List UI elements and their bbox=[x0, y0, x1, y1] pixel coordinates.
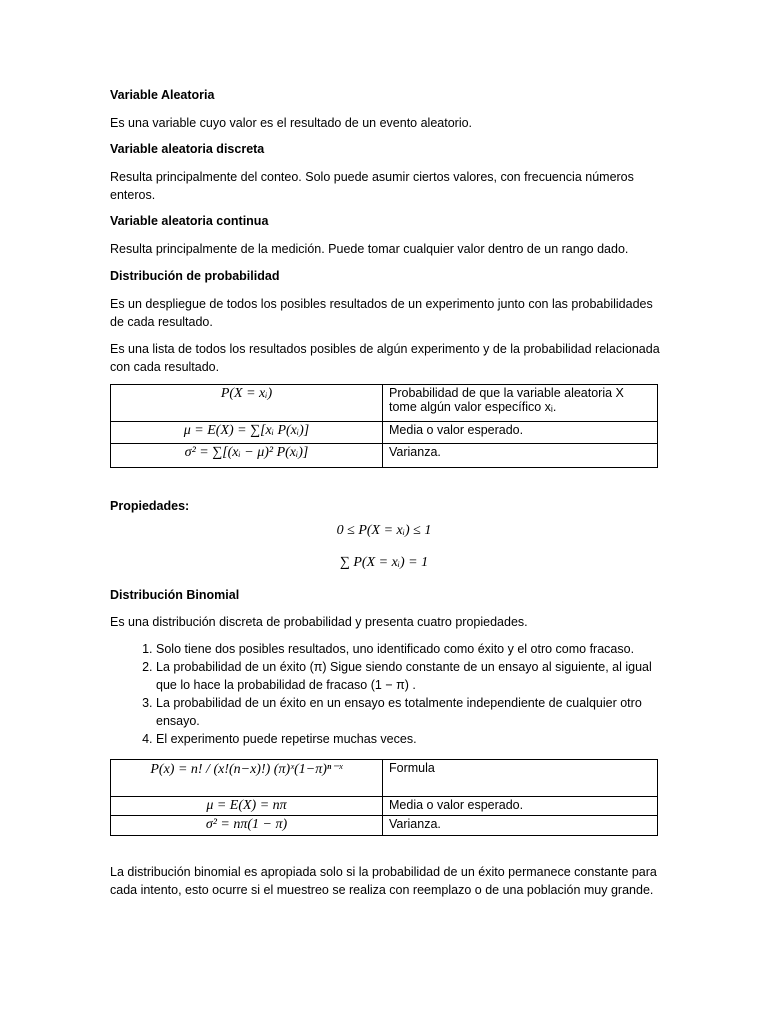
paragraph-final: La distribución binomial es apropiada solo si la probabilidad de un éxito permanece constante para cada intento, esto ocurre si el muestreo se realiza con reemplazo o de una población muy grande. bbox=[110, 865, 657, 897]
formula-cell: μ = E(X) = nπ bbox=[111, 797, 383, 816]
paragraph-discreta: Resulta principalmente del conteo. Solo puede asumir ciertos valores, con frecuencia números enteros. bbox=[110, 170, 634, 202]
heading-discreta: Variable aleatoria discreta bbox=[110, 142, 265, 156]
description-cell: Formula bbox=[383, 760, 658, 797]
paragraph-variable-aleatoria: Es una variable cuyo valor es el resultado de un evento aleatorio. bbox=[110, 116, 473, 130]
formula-cell: μ = E(X) = ∑[xᵢ P(xᵢ)] bbox=[111, 422, 383, 444]
heading-variable-aleatoria: Variable Aleatoria bbox=[110, 88, 215, 102]
binomial-properties-list bbox=[110, 640, 660, 748]
list-item: 3. La probabilidad de un éxito en un ensayo es totalmente independiente de cualquier otro ensayo. bbox=[156, 694, 660, 730]
formula-cell: σ² = ∑[(xᵢ − μ)² P(xᵢ)] bbox=[111, 444, 383, 468]
description-cell: Media o valor esperado. bbox=[383, 422, 658, 444]
formula-cell: σ² = nπ(1 − π) bbox=[111, 816, 383, 836]
paragraph-continua: Resulta principalmente de la medición. Puede tomar cualquier valor dentro de un rango dado. bbox=[110, 242, 629, 256]
description-cell: Varianza. bbox=[383, 444, 658, 468]
property-formula-2: ∑ P(X = xᵢ) = 1 bbox=[339, 555, 429, 570]
list-item: 2. La probabilidad de un éxito (π) Sigue siendo constante de un ensayo al siguiente, al igual que lo hace la probabilidad de fracaso (1 − π) . bbox=[156, 658, 660, 694]
table-row bbox=[111, 385, 658, 422]
table-row bbox=[111, 797, 658, 816]
formula-cell: P(X = xᵢ) bbox=[111, 385, 383, 422]
description-cell: Probabilidad de que la variable aleatoria X tome algún valor específico xᵢ. bbox=[383, 385, 658, 422]
property-formula-1: 0 ≤ P(X = xᵢ) ≤ 1 bbox=[336, 523, 432, 538]
paragraph-distribucion-2: Es una lista de todos los resultados posibles de algún experimento y de la probabilidad relacionada con cada resultado. bbox=[110, 342, 660, 374]
table-row bbox=[111, 422, 658, 444]
heading-binomial: Distribución Binomial bbox=[110, 588, 240, 602]
description-cell: Media o valor esperado. bbox=[383, 797, 658, 816]
probability-formulas-table bbox=[110, 384, 658, 468]
table-row bbox=[111, 816, 658, 836]
binomial-formulas-table bbox=[110, 759, 658, 836]
heading-distribucion: Distribución de probabilidad bbox=[110, 269, 280, 283]
paragraph-binomial: Es una distribución discreta de probabilidad y presenta cuatro propiedades. bbox=[110, 615, 528, 629]
heading-continua: Variable aleatoria continua bbox=[110, 214, 269, 228]
list-item: 4. El experimento puede repetirse muchas veces. bbox=[156, 730, 660, 748]
propiedades-label: Propiedades: bbox=[110, 499, 190, 513]
list-item: 1. Solo tiene dos posibles resultados, uno identificado como éxito y el otro como fracaso. bbox=[156, 640, 660, 658]
table-row bbox=[111, 760, 658, 797]
paragraph-distribucion-1: Es un despliegue de todos los posibles resultados de un experimento junto con las probabilidades de cada resultado. bbox=[110, 297, 653, 329]
description-cell: Varianza. bbox=[383, 816, 658, 836]
table-row bbox=[111, 444, 658, 468]
formula-cell: P(x) = n! / (x!(n−x)!) (π)ˣ(1−π)ⁿ⁻ˣ bbox=[111, 760, 383, 797]
